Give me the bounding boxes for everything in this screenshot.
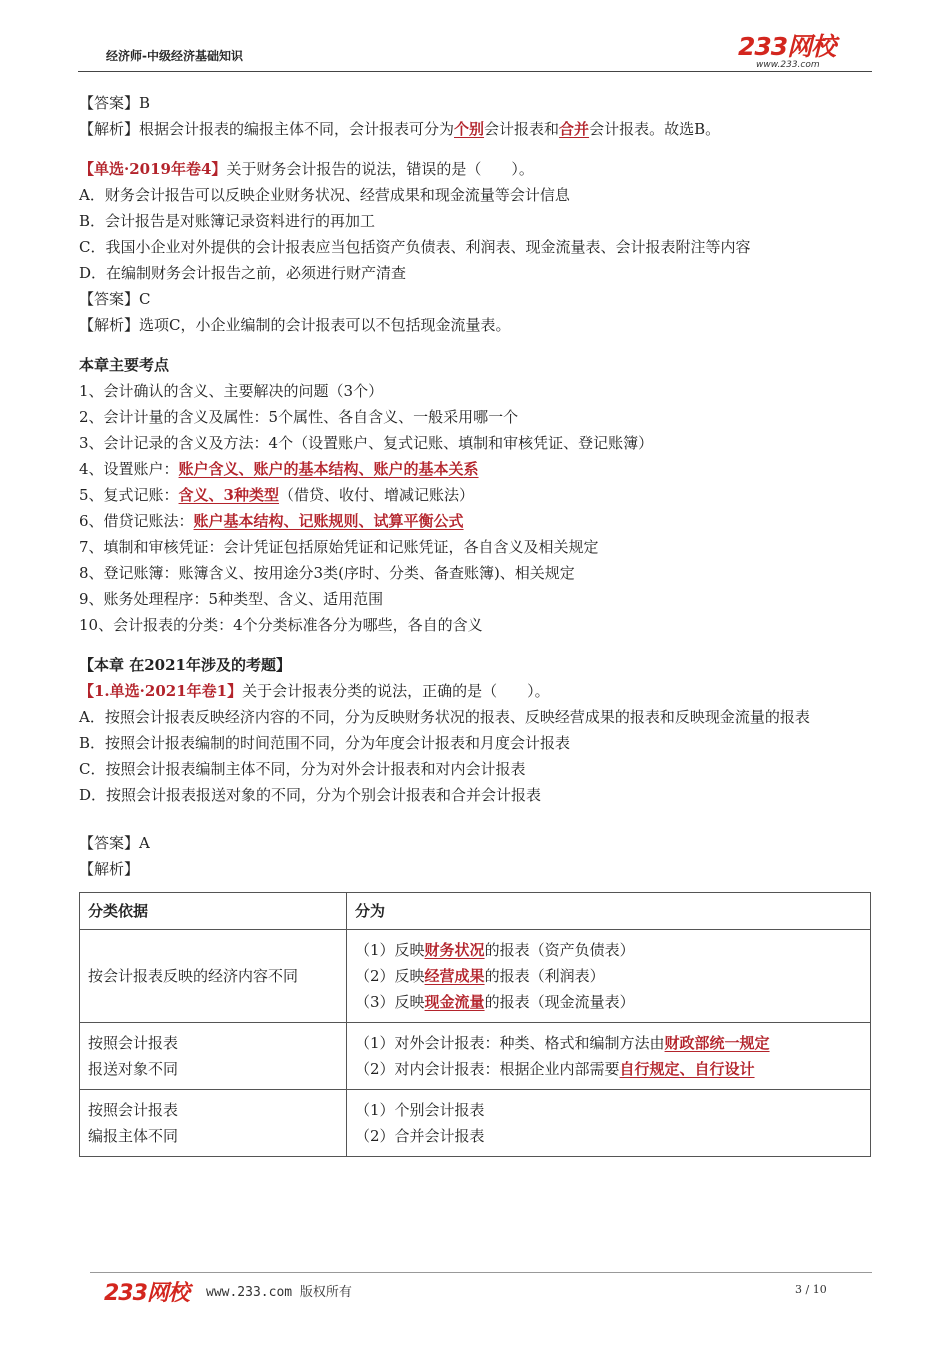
table-header-cell: 分为 [347, 893, 871, 930]
key-point-9: 9、账务处理程序：5种类型、含义、适用范围 [79, 590, 384, 608]
highlight: 经营成果 [424, 967, 485, 985]
text: （2）反映 [355, 967, 425, 985]
highlight: 账户含义、账户的基本结构、账户的基本关系 [178, 460, 479, 478]
logo-wordmark: 233网校 [738, 32, 836, 61]
table-row [80, 1023, 871, 1090]
highlight: 含义、3种类型 [178, 486, 279, 504]
table-cell-basis [80, 1090, 347, 1157]
question-tag: 【1.单选·2021年卷1】 [79, 682, 243, 700]
table-line: 编报主体不同 [88, 1127, 179, 1145]
document-body [79, 90, 871, 1157]
table-row [80, 1090, 871, 1157]
highlight: 自行规定、自行设计 [619, 1060, 755, 1078]
question-text: 关于财务会计报告的说法，错误的是（ ）。 [226, 160, 534, 178]
text: 4、设置账户： [79, 460, 179, 478]
table-cell-types [347, 1090, 871, 1157]
text: 的报表（现金流量表） [484, 993, 635, 1011]
table-cell-types [347, 930, 871, 1023]
table-cell-basis: 按会计报表反映的经济内容不同 [80, 930, 347, 1023]
prev-analysis [79, 116, 871, 142]
highlight: 财务状况 [424, 941, 485, 959]
option-a: A．按照会计报表反映经济内容的不同，分为反映财务状况的报表、反映经营成果的报表和反映现金流量的报表 [79, 708, 810, 726]
key-point-5 [79, 482, 871, 508]
text: 的报表（利润表） [484, 967, 605, 985]
table-line: 按照会计报表 [88, 1101, 179, 1119]
key-point-2: 2、会计计量的含义及属性：5个属性、各自含义、一般采用哪一个 [79, 408, 519, 426]
text: （2）对内会计报表：根据企业内部需要 [355, 1060, 620, 1078]
header-divider [78, 71, 872, 72]
table-header-row [80, 893, 871, 930]
key-point-3: 3、会计记录的含义及方法：4个（设置账户、复式记账、填制和审核凭证、登记账簿） [79, 434, 654, 452]
key-point-4 [79, 456, 871, 482]
option-b: B．按照会计报表编制的时间范围不同，分为年度会计报表和月度会计报表 [79, 734, 571, 752]
question-text: 关于会计报表分类的说法，正确的是（ ）。 [242, 682, 550, 700]
table-line: 报送对象不同 [88, 1060, 179, 1078]
text: （1）对外会计报表：种类、格式和编制方法由 [355, 1034, 665, 1052]
section-2021-title: 【本章 在2021年涉及的考题】 [79, 656, 291, 674]
option-d: D．按照会计报表报送对象的不同，分为个别会计报表和合并会计报表 [79, 786, 542, 804]
key-point-8: 8、登记账簿：账簿含义、按用途分3类(序时、分类、备查账簿)、相关规定 [79, 564, 575, 582]
question-2019-stem [79, 156, 871, 182]
document-header-title: 经济师-中级经济基础知识 [106, 49, 243, 63]
question-2021-answer: 【答案】A [79, 834, 150, 852]
text: 的报表（资产负债表） [484, 941, 635, 959]
text: 6、借贷记账法： [79, 512, 194, 530]
table-line [355, 963, 862, 989]
question-tag: 【单选·2019年卷4】 [79, 160, 227, 178]
logo-url: www.233.com [756, 60, 820, 70]
text: （借贷、收付、增减记账法） [279, 486, 475, 504]
key-points-title: 本章主要考点 [79, 356, 170, 374]
text: 5、复式记账： [79, 486, 179, 504]
text: （3）反映 [355, 993, 425, 1011]
table-line [355, 989, 862, 1015]
table-row [80, 930, 871, 1023]
option-b: B．会计报告是对账簿记录资料进行的再加工 [79, 212, 376, 230]
table-line [355, 1030, 862, 1056]
key-point-6 [79, 508, 871, 534]
key-point-10: 10、会计报表的分类：4个分类标准各分为哪些，各自的含义 [79, 616, 483, 634]
option-a: A．财务会计报告可以反映企业财务状况、经营成果和现金流量等会计信息 [79, 186, 570, 204]
option-c: C．按照会计报表编制主体不同，分为对外会计报表和对内会计报表 [79, 760, 526, 778]
question-2019-answer: 【答案】C [79, 290, 151, 308]
highlight: 现金流量 [424, 993, 485, 1011]
brand-logo [738, 34, 850, 74]
page-number: 3 / 10 [795, 1283, 827, 1296]
table-cell-types [347, 1023, 871, 1090]
highlight: 合并 [559, 120, 590, 138]
footer-logo: 233网校 [104, 1281, 189, 1306]
text: 会计报表和 [484, 120, 560, 138]
question-2021-analysis: 【解析】 [79, 860, 140, 878]
footer-copyright: www.233.com 版权所有 [206, 1285, 352, 1300]
table-line: （2）合并会计报表 [355, 1127, 485, 1145]
question-2019-analysis: 【解析】选项C，小企业编制的会计报表可以不包括现金流量表。 [79, 316, 511, 334]
table-line: 按照会计报表 [88, 1034, 179, 1052]
highlight: 个别 [454, 120, 485, 138]
table-line: （1）个别会计报表 [355, 1101, 485, 1119]
classification-table [79, 892, 871, 1157]
prev-answer: 【答案】B [79, 94, 151, 112]
footer-divider [90, 1272, 872, 1273]
text: 会计报表。故选B。 [589, 120, 721, 138]
table-header-cell: 分类依据 [80, 893, 347, 930]
option-c: C．我国小企业对外提供的会计报表应当包括资产负债表、利润表、现金流量表、会计报表附注等内容 [79, 238, 751, 256]
table-line [355, 1056, 862, 1082]
option-d: D．在编制财务会计报告之前，必须进行财产清查 [79, 264, 407, 282]
key-point-7: 7、填制和审核凭证：会计凭证包括原始凭证和记账凭证，各自含义及相关规定 [79, 538, 599, 556]
text: 【解析】根据会计报表的编报主体不同，会计报表可分为 [79, 120, 455, 138]
key-point-1: 1、会计确认的含义、主要解决的问题（3个） [79, 382, 384, 400]
text: （1）反映 [355, 941, 425, 959]
table-line [355, 937, 862, 963]
highlight: 财政部统一规定 [664, 1034, 770, 1052]
table-cell-basis [80, 1023, 347, 1090]
highlight: 账户基本结构、记账规则、试算平衡公式 [193, 512, 464, 530]
question-2021-stem [79, 678, 871, 704]
